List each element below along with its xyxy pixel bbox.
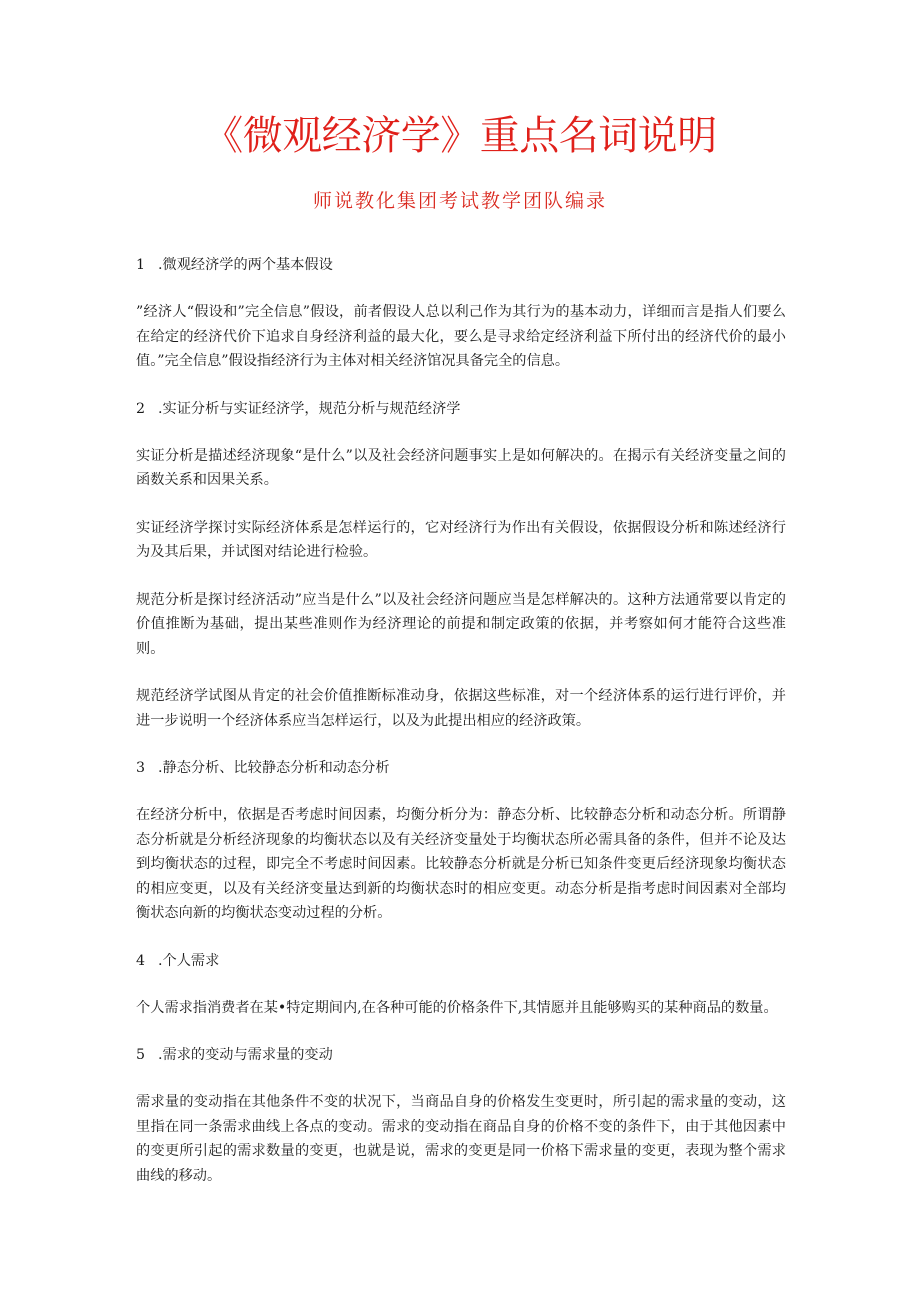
section-heading-1 [136,253,786,277]
document-title: 《微观经济学》重点名词说明 [203,113,717,159]
section-title: .需求的变动与需求量的变动 [158,1047,333,1063]
section-2-paragraph-2: 实证经济学探讨实际经济体系是怎样运行的，它对经济行为作出有关假设，依据假设分析和陈述经济行为及其后果，并试图对结论进行检验。 [136,519,786,560]
section-number: 5 [136,1047,146,1063]
section-3-paragraph-1: 在经济分析中，依据是否考虑时间因素，均衡分析分为：静态分析、比较静态分析和动态分析。所谓静态分析就是分析经济现象的均衡状态以及有关经济变量处于均衡状态所必需具备的条件，但并不论及达到均衡状态的过程，即完全不考虑时间因素。比较静态分析就是分析已知条件变更后经济现象均衡状态的相应变更，以及有关经济变量达到新的均衡状态时的相应变更。动态分析是指考虑时间因素对全部均衡状态向新的均衡状态变动过程的分析。 [136,807,786,921]
section-number: 4 [136,952,146,969]
section-heading-5 [136,1043,786,1067]
section-heading-4 [136,949,786,973]
document-subtitle: 师说教化集团考试教学团队编录 [312,190,607,212]
section-1-paragraph-1: ”经济人“假设和”完全信息”假设，前者假设人总以利己作为其行为的基本动力，详细而言是指人们要么在给定的经济代价下追求自身经济利益的最大化，要么是寻求给定经济利益下所付出的经济代价的最小值。”完全信息”假设指经济行为主体对相关经济馆况具备完全的信息。 [136,304,786,369]
section-2-paragraph-3: 规范分析是探讨经济活动”应当是什么”以及社会经济问题应当是怎样解决的。这种方法通常要以肯定的价值推断为基础，提出某些准则作为经济理论的前提和制定政策的依据，并考察如何才能符合这些准则。 [136,591,786,657]
section-number: 2 [136,400,146,417]
section-4-paragraph-1: 个人需求指消费者在某•特定期间内,在各种可能的价格条件下,其情愿并且能够购买的某种商品的数量。 [136,999,778,1016]
section-title: .个人需求 [158,952,220,969]
document-body [136,253,786,1211]
section-heading-2 [136,397,786,421]
section-5-paragraph-1: 需求量的变动指在其他条件不变的状况下，当商品自身的价格发生变更时，所引起的需求量的变动，这里指在同一条需求曲线上各点的变动。需求的变动指在商品自身的价格不变的条件下，由于其他因素中的变更所引起的需求数量的变更，也就是说，需求的变更是同一价格下需求量的变更，表现为整个需求曲线的移动。 [136,1094,786,1184]
section-number: 3 [136,760,146,776]
section-2-paragraph-1: 实证分析是描述经济现象“是什么”以及社会经济问题事实上是如何解决的。在揭示有关经济变量之间的函数关系和因果关系。 [136,447,786,488]
section-title: .实证分析与实证经济学，规范分析与规范经济学 [158,400,461,417]
section-heading-3 [136,756,786,780]
section-number: 1 [136,257,146,273]
section-2-paragraph-4: 规范经济学试图从肯定的社会价值推断标准动身，依据这些标准，对一个经济体系的运行进行评价，并进一步说明一个经济体系应当怎样运行，以及为此提出相应的经济政策。 [136,688,786,729]
section-title: .微观经济学的两个基本假设 [158,257,333,273]
section-title: .静态分析、比较静态分析和动态分析 [158,760,390,776]
